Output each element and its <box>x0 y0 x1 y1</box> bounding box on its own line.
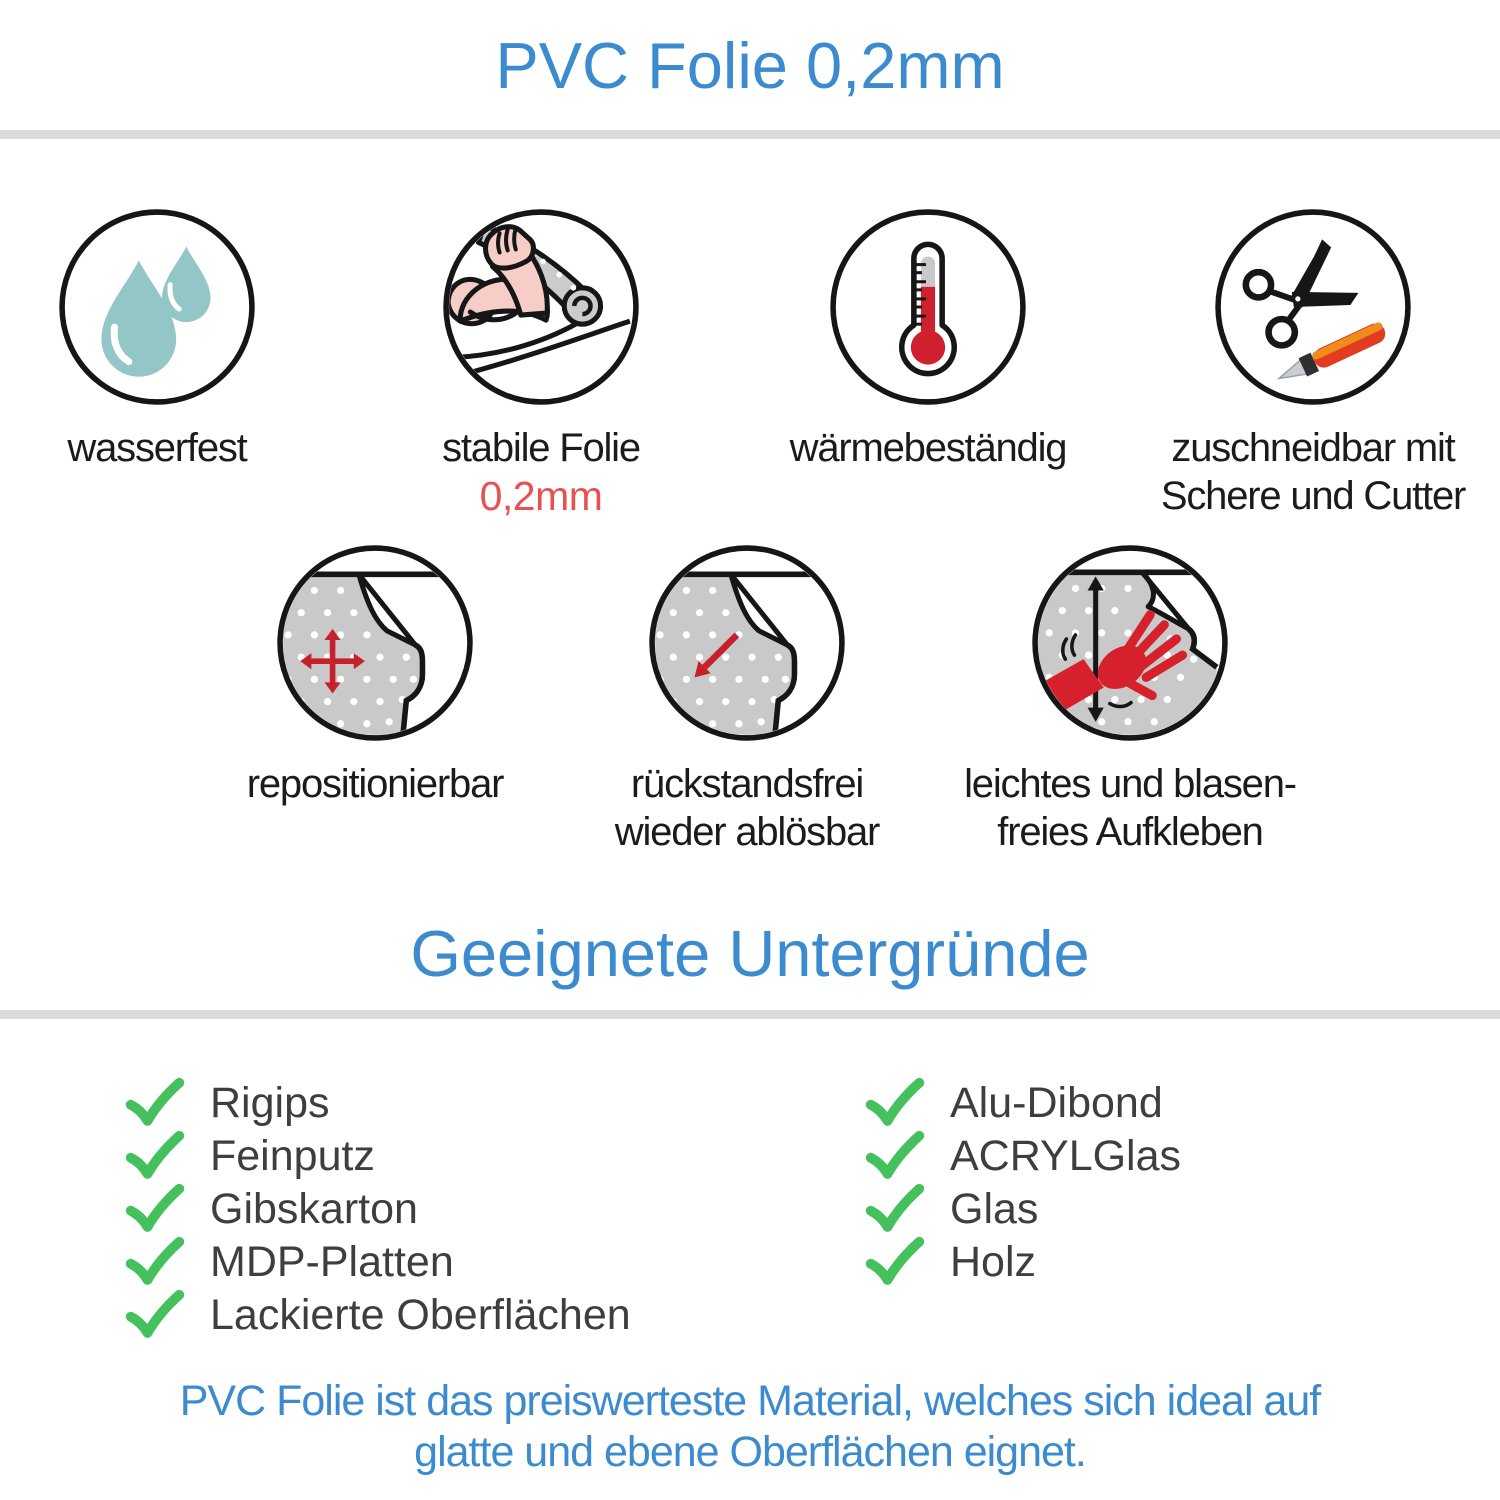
footer-line-1: PVC Folie ist das preiswerteste Material, welches sich ideal auf <box>179 1377 1321 1425</box>
feature-label-line2: freies Aufkleben <box>997 810 1263 854</box>
divider-middle <box>0 1010 1500 1019</box>
feature-zuschneidbar <box>1093 206 1500 520</box>
divider-top <box>0 130 1500 139</box>
thermometer-icon <box>827 206 1029 408</box>
check-icon <box>866 1183 924 1235</box>
check-icon <box>126 1130 184 1182</box>
surface-label: Feinputz <box>210 1131 375 1180</box>
move-arrows-film-icon <box>274 542 476 744</box>
surface-item-mdp-platten <box>126 1235 454 1289</box>
muscle-arm-foil-icon <box>440 206 642 408</box>
surface-label: Rigips <box>210 1078 330 1127</box>
page-title: PVC Folie 0,2mm <box>495 29 1005 102</box>
feature-label: wasserfest <box>67 426 247 470</box>
feature-stabile-folie <box>321 206 761 520</box>
feature-label-line2: Schere und Cutter <box>1160 474 1466 518</box>
check-icon <box>126 1183 184 1235</box>
feature-label: repositionierbar <box>246 762 504 806</box>
footer-line-2: glatte und ebene Oberflächen eignet. <box>414 1428 1086 1476</box>
peel-off-film-icon <box>646 542 848 744</box>
feature-label: stabile Folie <box>442 426 640 470</box>
feature-blasenfrei <box>910 542 1350 856</box>
hand-smoothing-film-icon <box>1029 542 1231 744</box>
feature-label: rückstandsfrei <box>630 762 864 806</box>
check-icon <box>126 1289 184 1341</box>
scissors-cutter-icon <box>1212 206 1414 408</box>
check-icon <box>866 1236 924 1288</box>
surface-item-acrylglas <box>866 1129 1181 1183</box>
feature-label: wärmebeständig <box>789 426 1067 470</box>
feature-sublabel: 0,2mm <box>479 473 603 519</box>
feature-label: zuschneidbar mit <box>1171 426 1455 470</box>
check-icon <box>126 1077 184 1129</box>
surface-item-feinputz <box>126 1129 375 1183</box>
surface-label: ACRYLGlas <box>950 1131 1182 1180</box>
check-icon <box>866 1130 924 1182</box>
feature-label-line2: wieder ablösbar <box>614 810 880 854</box>
feature-label: leichtes und blasen- <box>964 762 1296 806</box>
feature-rueckstandsfrei <box>527 542 967 856</box>
surface-item-rigips <box>126 1076 330 1130</box>
feature-waermebestaendig <box>708 206 1148 472</box>
surface-label: Lackierte Oberflächen <box>210 1290 631 1339</box>
surfaces-heading: Geeignete Untergründe <box>410 917 1090 990</box>
surface-item-gibskarton <box>126 1182 418 1236</box>
surface-label: Alu-Dibond <box>950 1078 1163 1127</box>
water-drops-icon <box>56 206 258 408</box>
surface-item-alu-dibond <box>866 1076 1163 1130</box>
check-icon <box>866 1077 924 1129</box>
footer-note <box>0 1376 1500 1478</box>
surface-label: Gibskarton <box>210 1184 418 1233</box>
surface-label: Glas <box>950 1184 1039 1233</box>
surface-item-glas <box>866 1182 1038 1236</box>
surface-item-holz <box>866 1235 1036 1289</box>
surface-item-lackierte-oberflaechen <box>126 1288 631 1342</box>
check-icon <box>126 1236 184 1288</box>
surface-label: MDP-Platten <box>210 1237 454 1286</box>
surface-label: Holz <box>950 1237 1037 1286</box>
